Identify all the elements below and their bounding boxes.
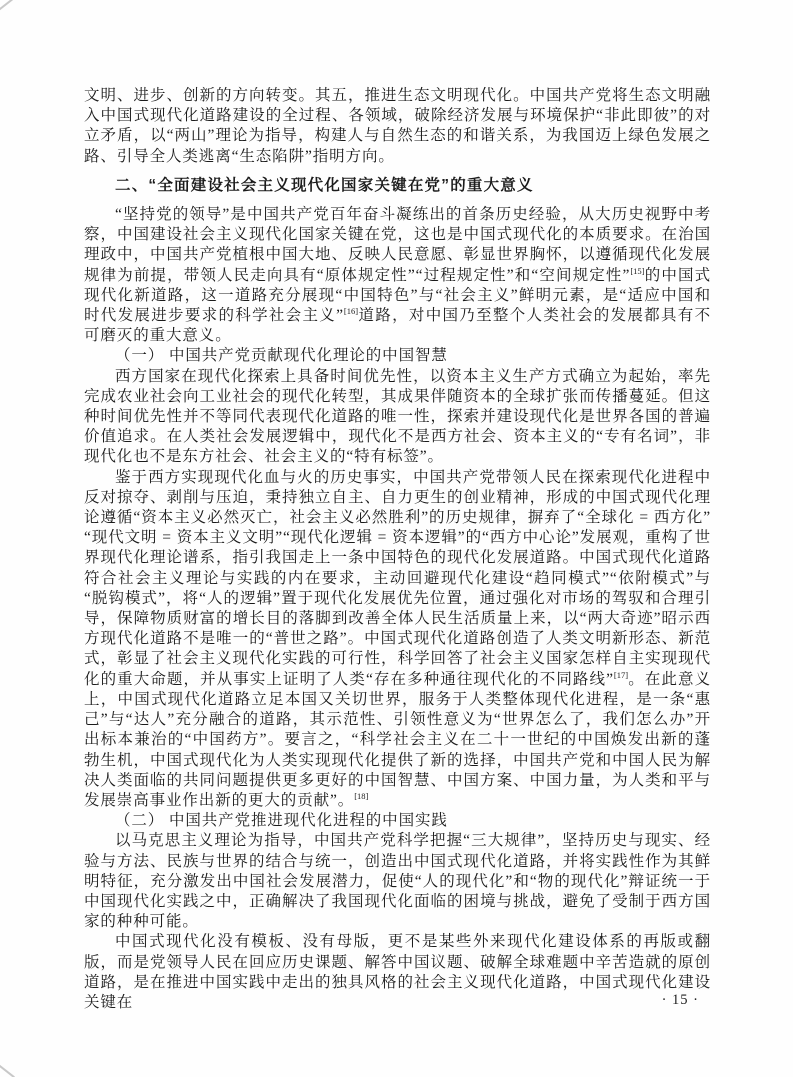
body-paragraph: 西方国家在现代化探索上具备时间优先性，以资本主义生产方式确立为起始，率先完成农业社会向工业社会的现代化转型，其成果伴随资本的全球扩张而传播蔓延。但这种时间优先性并不等同代表现代化道路的唯一性，探索并建设现代化是世界各国的普遍价值追求。在人类社会发展逻辑中，现代化不是西方社会、资本主义的“专有名词”，非现代化也不是东方社会、社会主义的“特有标签”。 <box>84 367 711 466</box>
citation-ref: [18] <box>354 790 369 801</box>
body-paragraph: 文明、进步、创新的方向转变。其五，推进生态文明现代化。中国共产党将生态文明融入中国式现代化道路建设的全过程、各领域，破除经济发展与环境保护“非此即彼”的对立矛盾，以“两山”理论为指导，构建人与自然生态的和谐关系，为我国迈上绿色发展之路、引导全人类逃离“生态陷阱”指明方向。 <box>84 87 711 165</box>
body-paragraph: “坚持党的领导”是中国共产党百年奋斗凝练出的首条历史经验，从大历史视野中考察，中国建设社会主义现代化国家关键在党，这也是中国式现代化的本质要求。在治国理政中，中国共产党植根中国大地、反映人民意愿、彰显世界胸怀，以遵循现代化发展规律为前提，带领人民走向具有“原体规定性”“过程规定性”和“空间规定性”[15]的中国式现代化新道路，这一道路充分展现“中国特色”与“社会主义”鲜明元素，是“适应中国和时代发展进步要求的科学社会主义”[16]道路，对中国乃至整个人类社会的发展都具有不可磨灭的重大意义。 <box>84 206 712 345</box>
scan-artifact-bottom-left <box>0 1062 15 1077</box>
scan-artifact-top-left <box>0 0 14 12</box>
body-paragraph: 鉴于西方实现现代化血与火的历史事实，中国共产党带领人民在探索现代化进程中反对掠夺、剥削与压迫，秉持独立自主、自力更生的创业精神，形成的中国式现代化理论遵循“资本主义必然灭亡，社会主义必然胜利”的历史规律，摒弃了“全球化 = 西方化”“现代文明 = 资本主义文明”“现代化逻辑 = 资本逻辑”的“西方中心论”发展观，重构了世界现代化理论谱系，指引我国走上一条中国特色的现代化发展道路。中国式现代化道路符合社会主义理论与实践的内在要求，主动回避现代化建设“趋同模式”“依附模式”与“脱钩模式”，将“人的逻辑”置于现代化发展优先位置，通过强化对市场的驾驭和合理引导，保障物质财富的增长目的落脚到改善全体人民生活质量上来，以“两大奇迹”昭示西方现代化道路不是唯一的“普世之路”。中国式现代化道路创造了人类文明新形态、新范式，彰显了社会主义现代化实践的可行性，科学回答了社会主义国家怎样自主实现现代化的重大命题，并从事实上证明了人类“存在多种通往现代化的不同路线”[17]。在此意义上，中国式现代化道路立足本国又关切世界，服务于人类整体现代化进程，是一条“惠己”与“达人”充分融合的道路，其示范性、引领性意义为“世界怎么了，我们怎么办”开出标本兼治的“中国药方”。要言之，“科学社会主义在二十一世纪的中国焕发出新的蓬勃生机，中国式现代化为人类实现现代化提供了新的选择，中国共产党和中国人民为解决人类面临的共同问题提供更多更好的中国智慧、中国方案、中国力量，为人类和平与发展崇高事业作出新的更大的贡献”。[18] <box>84 468 711 809</box>
citation-ref: [17] <box>613 669 629 680</box>
body-paragraph: 以马克思主义理论为指导，中国共产党科学把握“三大规律”，坚持历史与现实、经验与方法、民族与世界的结合与统一，创造出中国式现代化道路，并将实践性作为其鲜明特征，充分激发出中国社会发展潜力，促使“人的现代化”和“物的现代化”辩证统一于中国现代化实践之中，正确解决了我国现代化面临的困境与挑战，避免了受制于西方国家的种种可能。 <box>84 832 711 931</box>
page-number: · 15 · <box>661 992 699 1008</box>
section-heading: 二、“全面建设社会主义现代化国家关键在党”的重大意义 <box>115 176 534 194</box>
citation-ref: [15] <box>630 265 645 276</box>
article-body <box>84 86 711 1013</box>
subsection-heading: （一） 中国共产党贡献现代化理论的中国智慧 <box>115 347 448 365</box>
subsection-heading: （二） 中国共产党推进现代化进程的中国实践 <box>115 812 448 830</box>
body-paragraph: 中国式现代化没有模板、没有母版，更不是某些外来现代化建设体系的再版或翻版，而是党领导人民在回应历史课题、解答中国议题、破解全球难题中辛苦造就的原创道路，是在推进中国实践中走出的独具风格的社会主义现代化道路，中国式现代化建设关键在 <box>84 933 711 1011</box>
citation-ref: [16] <box>343 305 359 316</box>
